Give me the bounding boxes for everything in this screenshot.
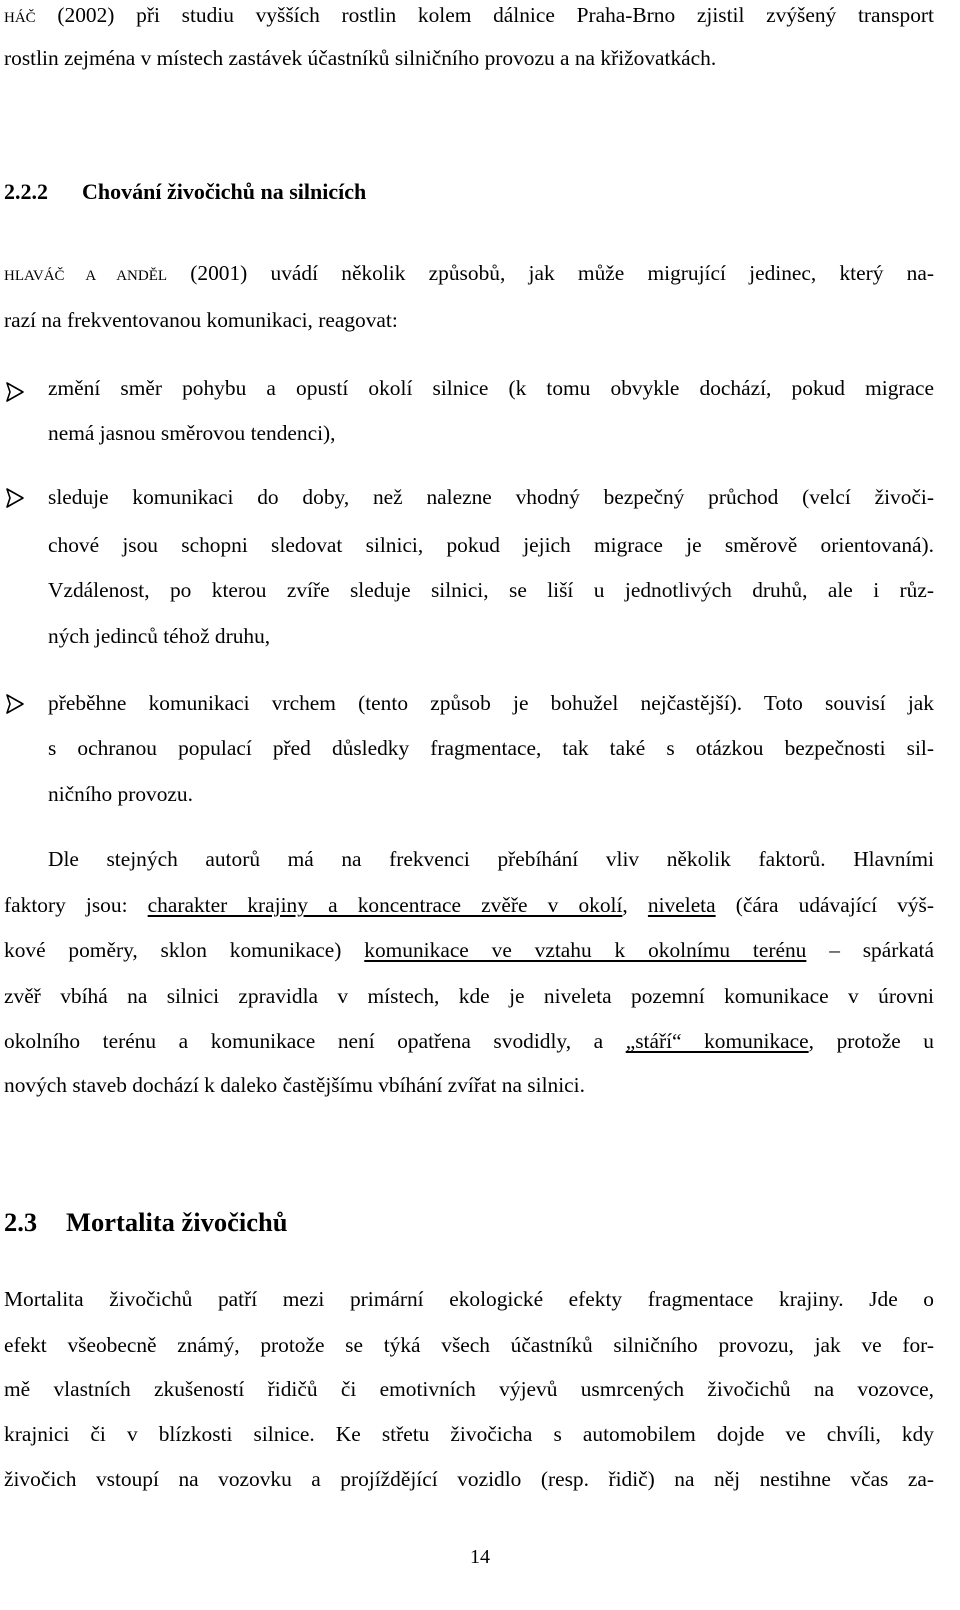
section-title: Mortalita živočichů — [66, 1207, 288, 1237]
bullet-2-line-2: chové jsou schopni sledovat silnici, pokud jejich migrace je směrově orientovaná). — [48, 533, 934, 557]
bullet-3-line-1: přeběhne komunikaci vrchem (tento způsob je bohužel nejčastější). Toto souvisí jak — [48, 691, 934, 715]
paragraph-line: mě vlastních zkušeností řidičů či emotivních výjevů usmrcených živočichů na vozovce, — [4, 1377, 934, 1401]
bullet-3-line-2: s ochranou populací před důsledky fragmentace, tak také s otázkou bezpečnosti sil- — [48, 736, 934, 760]
bullet-1-line-1: změní směr pohybu a opustí okolí silnice (k tomu obvykle dochází, pokud migrace — [48, 376, 934, 400]
arrow-bullet-icon — [4, 693, 26, 715]
section-number: 2.2.2 — [4, 179, 48, 204]
paragraph-line: okolního terénu a komunikace není opatřena svodidly, a „stáří“ komunikace, protože u — [4, 1029, 934, 1053]
underlined-term: niveleta — [647, 893, 716, 917]
paragraph-line: HLAVÁČ A ANDĚL (2001) uvádí několik způsobů, jak může migrující jedinec, který na- — [4, 261, 934, 285]
paragraph-line: zvěř vbíhá na silnici zpravidla v místech, kde je niveleta pozemní komunikace v úrovni — [4, 984, 934, 1008]
paragraph-line: krajnici či v blízkosti silnice. Ke střetu živočicha s automobilem dojde ve chvíli, kdy — [4, 1422, 934, 1446]
bullet-2-line-3: Vzdálenost, po kterou zvíře sleduje silnici, se liší u jednotlivých druhů, ale i růz- — [48, 578, 934, 602]
paragraph-line: kové poměry, sklon komunikace) komunikace ve vztahu k okolnímu terénu – spárkatá — [4, 938, 934, 962]
bullet-2-line-1: sleduje komunikaci do doby, než nalezne vhodný bezpečný průchod (velcí živoči- — [48, 485, 934, 509]
bullet-1-line-2: nemá jasnou směrovou tendenci), — [48, 421, 336, 445]
arrow-bullet-icon — [4, 381, 26, 403]
paragraph-line: razí na frekventovanou komunikaci, reagovat: — [4, 308, 398, 332]
bullet-3-line-3: ničního provozu. — [48, 782, 193, 806]
underlined-term: komunikace ve vztahu k okolnímu terénu — [364, 938, 807, 962]
author-smallcaps: HLAVÁČ A ANDĚL — [4, 268, 168, 284]
paragraph-line: živočich vstoupí na vozovku a projíždějící vozidlo (resp. řidič) na něj nestihne včas za- — [4, 1467, 934, 1491]
paragraph-line: Mortalita živočichů patří mezi primární ekologické efekty fragmentace krajiny. Jde o — [4, 1287, 934, 1311]
author-smallcaps: HÁČ — [4, 10, 36, 26]
bullet-2-line-4: ných jedinců téhož druhu, — [48, 624, 271, 648]
arrow-bullet-icon — [4, 487, 26, 509]
section-number: 2.3 — [4, 1207, 38, 1237]
intro-line-1: HÁČ (2002) při studiu vyšších rostlin kolem dálnice Praha-Brno zjistil zvýšený transport — [4, 3, 934, 27]
paragraph-line: efekt všeobecně známý, protože se týká všech účastníků silničního provozu, jak ve for- — [4, 1333, 934, 1357]
section-title: Chování živočichů na silnicích — [82, 179, 367, 204]
paragraph-line: Dle stejných autorů má na frekvenci přebíhání vliv několik faktorů. Hlavními — [48, 847, 934, 871]
section-heading-2-3 — [4, 1205, 288, 1239]
underlined-term: „stáří“ komunikace — [625, 1029, 809, 1053]
intro-line-2: rostlin zejména v místech zastávek účastníků silničního provozu a na křižovatkách. — [4, 46, 717, 70]
underlined-term: charakter krajiny a koncentrace zvěře v okolí — [147, 893, 623, 917]
page-number: 14 — [470, 1546, 490, 1568]
paragraph-line: faktory jsou: charakter krajiny a koncentrace zvěře v okolí, niveleta (čára udávající výš- — [4, 893, 935, 917]
paragraph-line: nových staveb dochází k daleko častějšímu vbíhání zvířat na silnici. — [4, 1073, 585, 1097]
section-heading-2-2-2 — [4, 177, 366, 207]
